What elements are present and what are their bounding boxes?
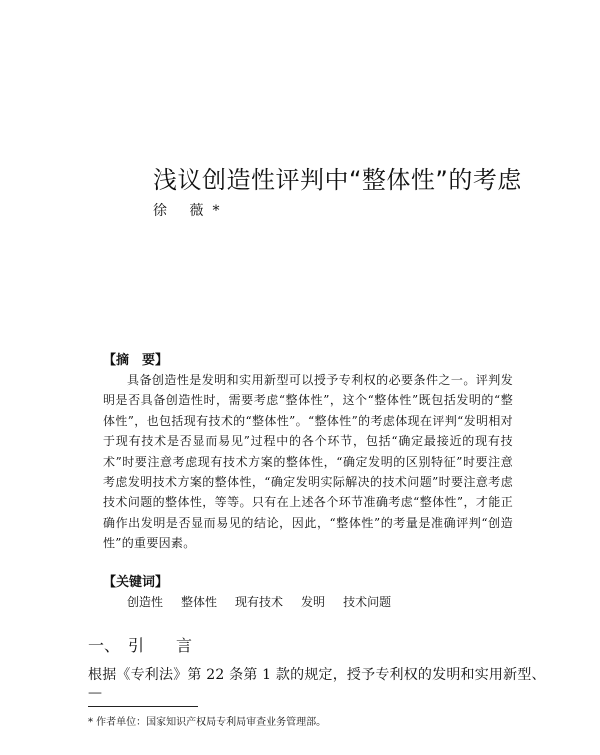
section-title-part: 引 <box>128 636 145 655</box>
abstract-text: 具备创造性是发明和实用新型可以授予专利权的必要条件之一。评判发明是否具备创造性时，需要考虑“整体性”，这个“整体性”既包括发明的“整体性”，也包括现有技术的“整体性”。“整体性”的考虑体现在评判“发明相对于现有技术是否显而易见”过程中的各个环节，包括“确定最接近的现有技术”时要注意考虑现有技术方案的整体性，“确定发明的区别特征”时要注意考虑发明技术方案的整体性，“确定发明实际解决的技术问题”时要注意考虑技术问题的整体性，等等。只有在上述各个环节准确考虑“整体性”，才能正确作出发明是否显而易见的结论，因此，“整体性”的考量是准确评判“创造性”的重要因素。 <box>103 373 513 551</box>
keywords-heading: 【关键词】 <box>103 575 169 590</box>
footnote-divider <box>88 706 198 707</box>
author-name: 徐 薇* <box>153 203 229 219</box>
keyword-item: 整体性 <box>181 595 218 609</box>
keyword-item: 技术问题 <box>343 595 392 609</box>
keyword-item: 发明 <box>301 595 326 609</box>
section-heading <box>88 633 192 656</box>
article-title: 浅议创造性评判中“整体性”的考虑 <box>153 166 522 194</box>
keyword-item: 现有技术 <box>235 595 284 609</box>
body-paragraph-line: 根据《专利法》第 22 条第 1 款的规定，授予专利权的发明和实用新型、 <box>88 667 546 683</box>
abstract-heading: 【摘 要】 <box>103 353 169 368</box>
footnote: * 作者单位：国家知识产权局专利局审查业务管理部。 <box>88 717 327 728</box>
body-paragraph-line: — <box>88 685 102 701</box>
keywords-list <box>127 593 409 610</box>
section-title-part: 言 <box>176 636 193 655</box>
section-number: 一、 <box>88 636 121 655</box>
keyword-item: 创造性 <box>127 595 164 609</box>
